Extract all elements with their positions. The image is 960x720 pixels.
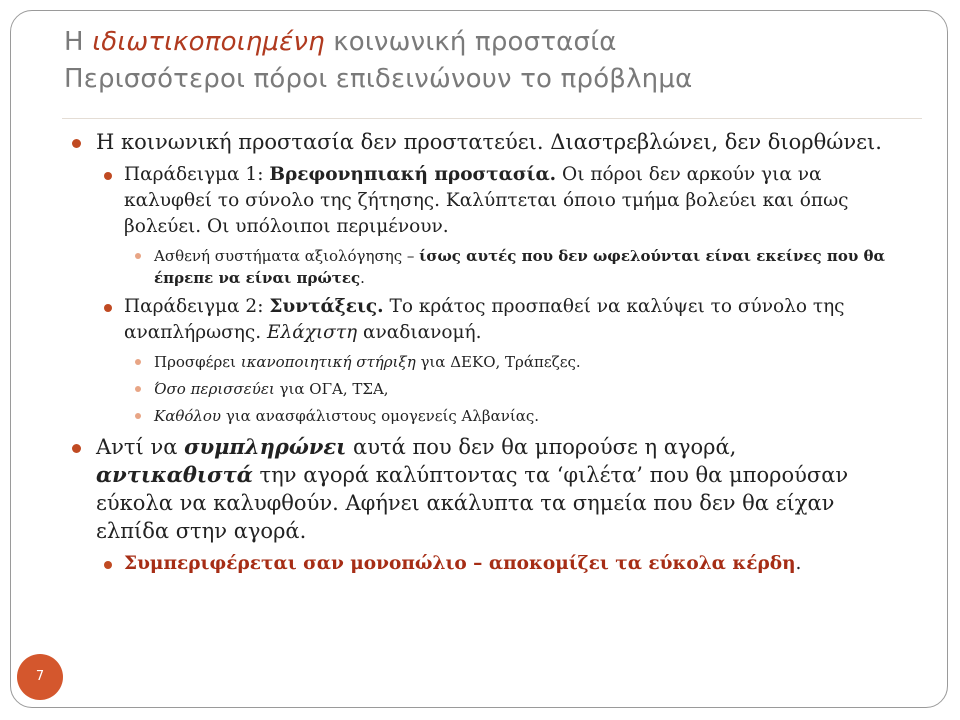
title-divider bbox=[62, 118, 922, 119]
bullet-level2: Συμπεριφέρεται σαν μονοπώλιο – αποκομίζει τα εύκολα κέρδη. bbox=[58, 551, 898, 577]
bullet-dot-icon bbox=[135, 413, 141, 419]
slide-title bbox=[64, 24, 924, 98]
title-accent-word: ιδιωτικοποιημένη bbox=[92, 27, 325, 57]
bullet-level2: Παράδειγμα 1: Βρεφονηπιακή προστασία. Οι πόροι δεν αρκούν για να καλυφθεί το σύνολο της ζήτησης. Καλύπτεται όποιο τμήμα βολεύει και όπως βολεύει. Οι υπόλοιποι περιμένουν. bbox=[58, 162, 898, 240]
bullet-dot-icon bbox=[135, 386, 141, 392]
bullet-level3: Καθόλου για ανασφάλιστους ομογενείς Αλβανίας. bbox=[58, 405, 898, 427]
bullet-dot-icon bbox=[72, 139, 81, 148]
bullet-dot-icon bbox=[135, 359, 141, 365]
bullet-dot-icon bbox=[104, 561, 112, 569]
title-line-1: Η ιδιωτικοποιημένη κοινωνική προστασία bbox=[64, 27, 617, 57]
bullet-level3: Προσφέρει ικανοποιητική στήριξη για ΔΕΚΟ, Τράπεζες. bbox=[58, 351, 898, 373]
bullet-dot-icon bbox=[104, 172, 112, 180]
bullet-level2: Παράδειγμα 2: Συντάξεις. Το κράτος προσπαθεί να καλύψει το σύνολο της αναπλήρωσης. Ελάχιστη αναδιανομή. bbox=[58, 294, 898, 346]
bullet-dot-icon bbox=[104, 304, 112, 312]
title-line-2: Περισσότεροι πόροι επιδεινώνουν το πρόβλημα bbox=[64, 64, 693, 94]
bullet-level3: Όσο περισσεύει για ΟΓΑ, ΤΣΑ, bbox=[58, 378, 898, 400]
page-number-badge: 7 bbox=[17, 654, 63, 700]
bullet-dot-icon bbox=[72, 444, 81, 453]
bullet-level1: Αντί να συμπληρώνει αυτά που δεν θα μπορούσε η αγορά, αντικαθιστά την αγορά καλύπτοντας τα ‘φιλέτα’ που θα μπορούσαν εύκολα να καλυφθούν. Αφήνει ακάλυπτα τα σημεία που δεν θα είχαν ελπίδα στην αγορά. bbox=[58, 433, 898, 545]
bullet-dot-icon bbox=[135, 253, 141, 259]
slide-content bbox=[58, 128, 898, 582]
bullet-level1: Η κοινωνική προστασία δεν προστατεύει. Διαστρεβλώνει, δεν διορθώνει. bbox=[58, 128, 898, 156]
bullet-level3: Ασθενή συστήματα αξιολόγησης – ίσως αυτές που δεν ωφελούνται είναι εκείνες που θα έπρεπε να είναι πρώτες. bbox=[58, 245, 898, 289]
